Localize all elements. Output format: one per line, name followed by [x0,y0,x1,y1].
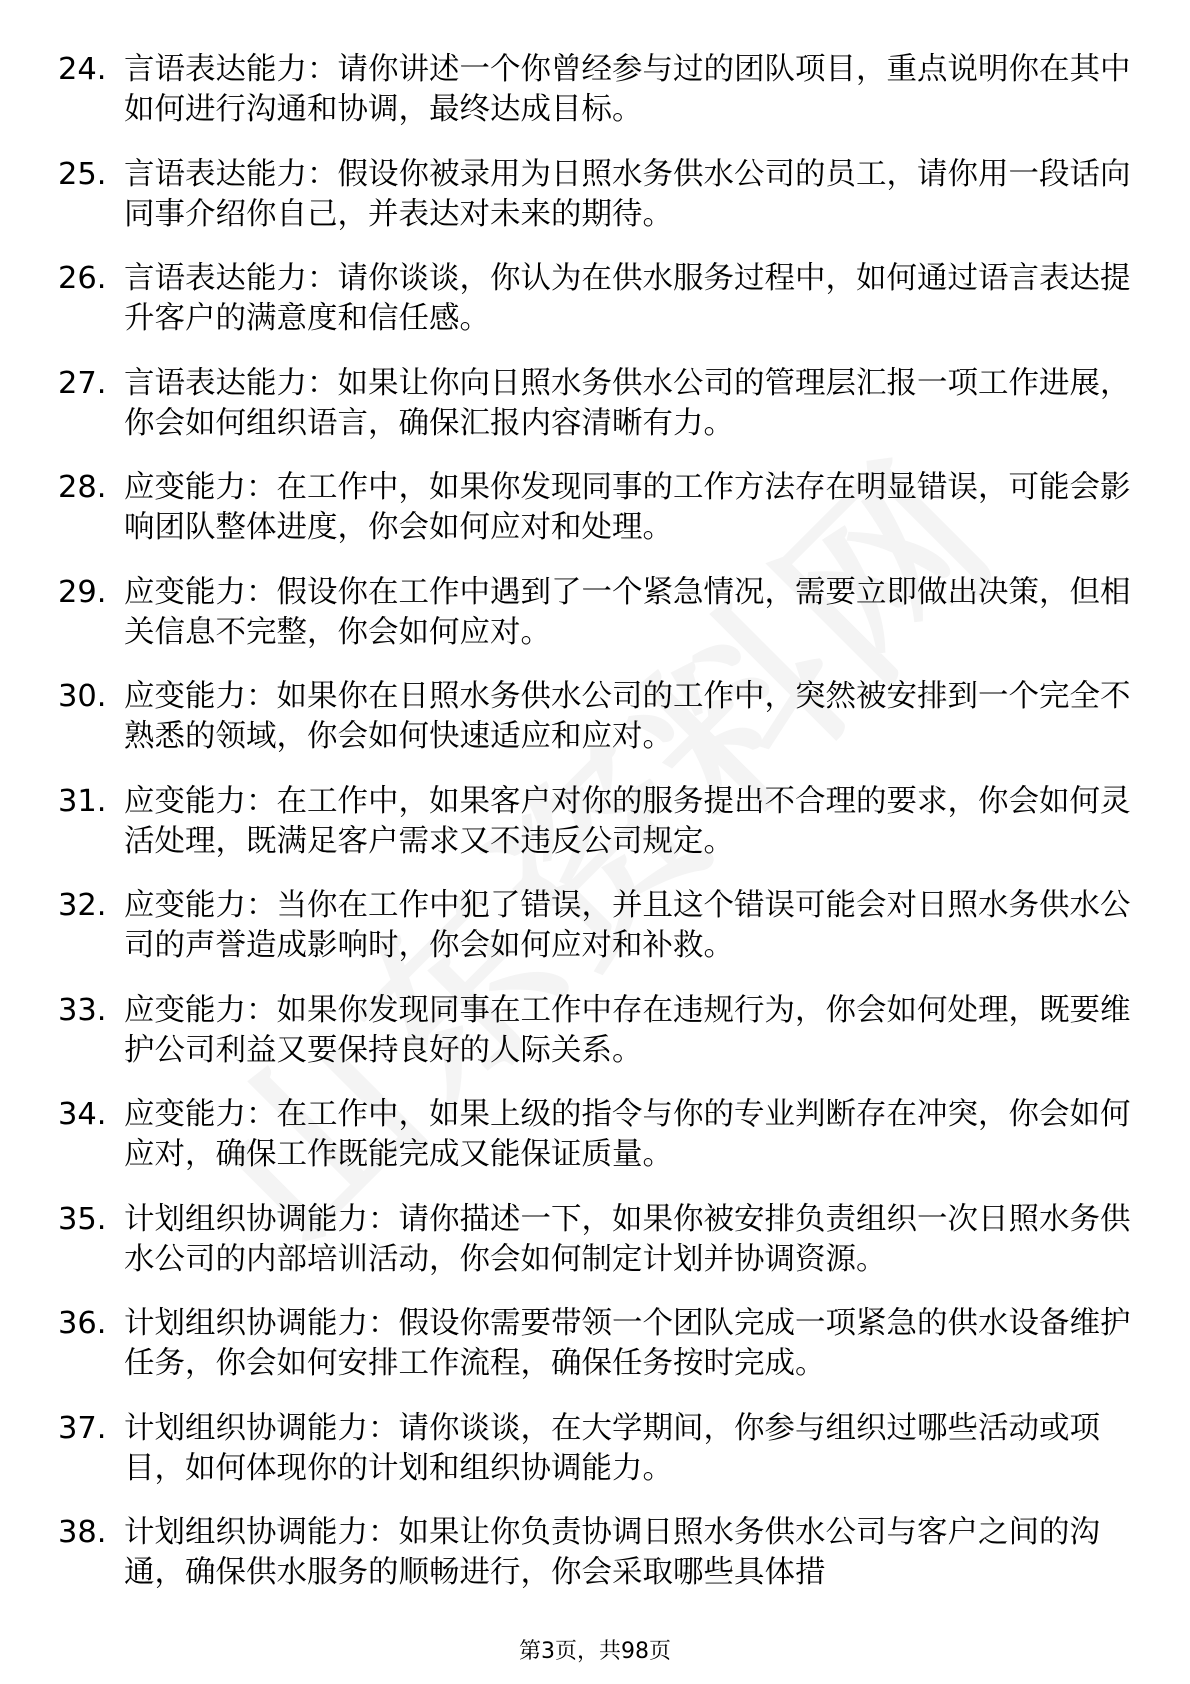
question-item [58,1304,1133,1384]
question-number: 27. [58,365,107,401]
question-item [58,1513,1133,1593]
question-text: 计划组织协调能力：请你描述一下，如果你被安排负责组织一次日照水务供水公司的内部培训活动，你会如何制定计划并协调资源。 [124,1201,1131,1277]
question-item [58,782,1133,862]
question-number: 32. [58,888,107,923]
question-item [58,677,1133,757]
question-text: 言语表达能力：假设你被录用为日照水务供水公司的员工，请你用一段话向同事介绍你自己，并表达对未来的期待。 [124,156,1131,232]
question-text: 应变能力：在工作中，如果客户对你的服务提出不合理的要求，你会如何灵活处理，既满足客户需求又不违反公司规定。 [124,783,1131,859]
question-item [58,1200,1133,1280]
question-text: 言语表达能力：如果让你向日照水务供水公司的管理层汇报一项工作进展，你会如何组织语言，确保汇报内容清晰有力。 [124,365,1131,441]
question-text: 应变能力：当你在工作中犯了错误，并且这个错误可能会对日照水务供水公司的声誉造成影响时，你会如何应对和补救。 [124,888,1131,963]
question-number: 24. [58,52,107,87]
question-text: 计划组织协调能力：如果让你负责协调日照水务供水公司与客户之间的沟通，确保供水服务的顺畅进行，你会采取哪些具体措 [124,1515,1100,1590]
question-number: 29. [58,574,107,610]
question-text: 应变能力：在工作中，如果上级的指令与你的专业判断存在冲突，你会如何应对，确保工作既能完成又能保证质量。 [124,1097,1131,1172]
question-number: 37. [58,1410,107,1446]
question-text: 计划组织协调能力：假设你需要带领一个团队完成一项紧急的供水设备维护任务，你会如何安排工作流程，确保任务按时完成。 [124,1306,1131,1381]
question-item [58,1409,1133,1489]
question-text: 应变能力：如果你发现同事在工作中存在违规行为，你会如何处理，既要维护公司利益又要保持良好的人际关系。 [124,992,1131,1068]
question-number: 30. [58,679,107,714]
question-number: 36. [58,1306,107,1341]
question-item [58,991,1133,1071]
question-number: 38. [58,1515,107,1550]
question-text: 言语表达能力：请你谈谈，你认为在供水服务过程中，如何通过语言表达提升客户的满意度和信任感。 [124,261,1131,336]
question-number: 25. [58,156,107,192]
question-text: 计划组织协调能力：请你谈谈，在大学期间，你参与组织过哪些活动或项目，如何体现你的计划和组织协调能力。 [124,1410,1100,1486]
question-number: 26. [58,261,107,296]
question-item [58,50,1133,130]
question-number: 31. [58,783,107,819]
question-number: 28. [58,470,107,505]
question-item [58,468,1133,548]
question-list [58,50,1133,1618]
question-text: 应变能力：如果你在日照水务供水公司的工作中，突然被安排到一个完全不熟悉的领域，你会如何快速适应和应对。 [124,679,1131,754]
question-item [58,155,1133,235]
question-number: 33. [58,992,107,1028]
question-item [58,1095,1133,1175]
question-item [58,573,1133,653]
page-footer: 第3页，共98页 [519,1639,671,1664]
question-number: 34. [58,1097,107,1132]
question-number: 35. [58,1201,107,1237]
question-item [58,364,1133,444]
question-text: 言语表达能力：请你讲述一个你曾经参与过的团队项目，重点说明你在其中如何进行沟通和协调，最终达成目标。 [124,52,1131,127]
question-item [58,259,1133,339]
question-item [58,886,1133,966]
question-text: 应变能力：在工作中，如果你发现同事的工作方法存在明显错误，可能会影响团队整体进度，你会如何应对和处理。 [124,470,1131,545]
question-text: 应变能力：假设你在工作中遇到了一个紧急情况，需要立即做出决策，但相关信息不完整，你会如何应对。 [124,574,1131,650]
